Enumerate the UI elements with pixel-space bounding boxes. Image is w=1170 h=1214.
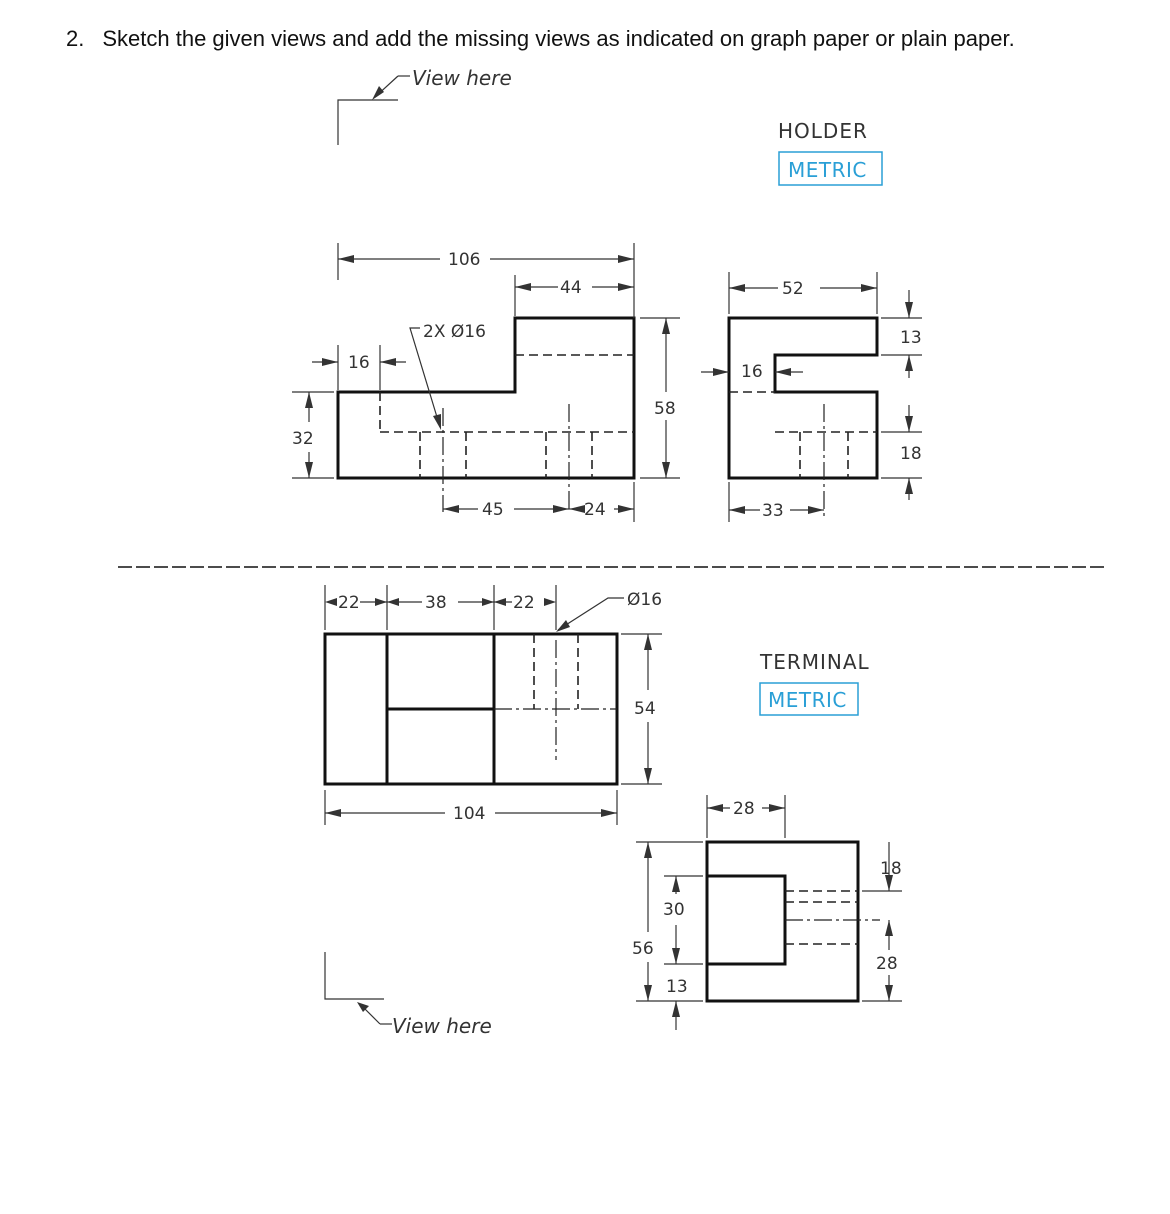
holder-title: HOLDER: [778, 119, 868, 143]
terminal-dim-28-right: 28: [876, 954, 898, 974]
terminal-dim-54: 54: [634, 699, 656, 719]
holder-side-outline: [729, 318, 877, 478]
terminal-title: TERMINAL: [760, 650, 870, 674]
terminal-side-view: [632, 795, 902, 1030]
terminal-dim-104: 104: [453, 804, 486, 824]
holder-dim-16: 16: [348, 353, 370, 373]
terminal-dim-56: 56: [632, 939, 654, 959]
terminal-dim-22-right: 22: [513, 593, 535, 613]
holder-side-view: [701, 272, 922, 522]
terminal-dim-38: 38: [425, 593, 447, 613]
terminal-top-view: [325, 585, 662, 825]
holder-dim-106: 106: [448, 250, 481, 270]
holder-dim-44: 44: [560, 278, 582, 298]
terminal-view-corner: [325, 952, 384, 999]
terminal-dim-28-width: 28: [733, 799, 755, 819]
holder-front-view: [292, 243, 680, 522]
holder-dim-18: 18: [900, 444, 922, 464]
holder-holes-note: 2X Ø16: [423, 322, 486, 342]
holder-dim-13: 13: [900, 328, 922, 348]
holder-front-outline: [338, 318, 634, 478]
holder-metric-label: METRIC: [788, 158, 867, 182]
holder-view-corner: [338, 100, 398, 145]
instruction-number: 2.: [66, 26, 85, 51]
terminal-dim-13: 13: [666, 977, 688, 997]
instruction-text: Sketch the given views and add the missing views as indicated on graph paper or plain paper.: [102, 26, 1015, 51]
terminal-section: [325, 585, 902, 1038]
terminal-view-here-label: View here: [392, 1014, 492, 1038]
terminal-metric-label: METRIC: [768, 688, 847, 712]
terminal-dim-22-left: 22: [338, 593, 360, 613]
terminal-side-boss: [707, 876, 785, 964]
holder-dim-24: 24: [584, 500, 606, 520]
holder-section: [292, 66, 922, 522]
holder-dim-45: 45: [482, 500, 504, 520]
holder-dim-33: 33: [762, 501, 784, 521]
terminal-side-outline: [707, 842, 858, 1001]
holder-dim-32: 32: [292, 429, 314, 449]
holder-side-dim-16: 16: [741, 362, 763, 382]
terminal-view-indicator: [325, 952, 492, 1038]
terminal-dim-30: 30: [663, 900, 685, 920]
holder-view-here-label: View here: [412, 66, 512, 90]
terminal-hole-dia: Ø16: [627, 590, 663, 610]
holder-view-arrow-icon: [372, 86, 384, 100]
terminal-dim-18: 18: [880, 859, 902, 879]
holder-dim-58: 58: [654, 399, 676, 419]
holder-dim-52: 52: [782, 279, 804, 299]
holder-view-indicator: [338, 66, 512, 145]
